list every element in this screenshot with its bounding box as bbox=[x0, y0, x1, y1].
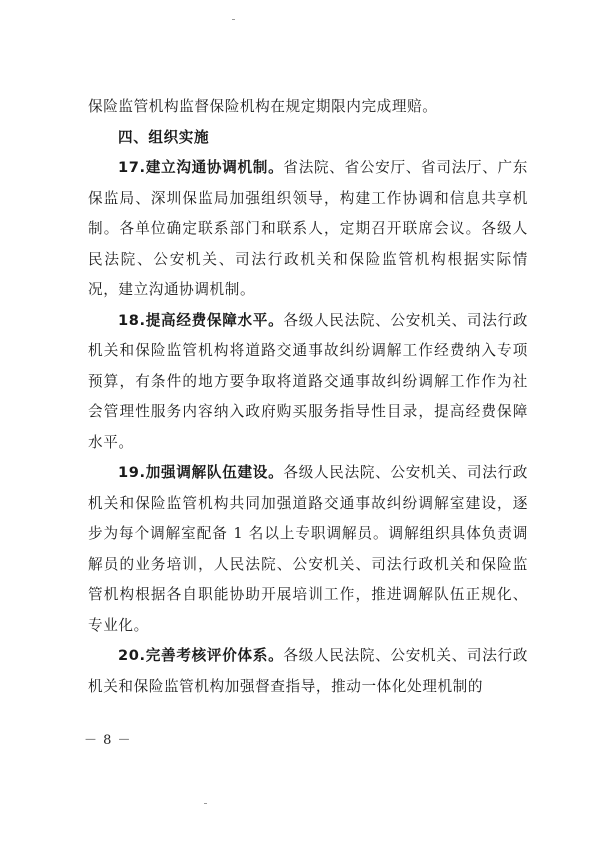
item-18-lead: 18.提高经费保障水平。 bbox=[118, 311, 284, 329]
continued-paragraph: 保险监管机构监督保险机构在规定期限内完成理赔。 bbox=[88, 98, 438, 115]
item-17-body: 省法院、省公安厅、省司法厅、广东保监局、深圳保监局加强组织领导，构建工作协调和信息共享机制。各单位确定联系部门和联系人，定期召开联席会议。各级人民法院、公安机关、司法行政机关和保险监管机构根据实际情况，建立沟通协调机制。 bbox=[88, 159, 528, 298]
item-17 bbox=[88, 153, 528, 306]
item-20-body: 各级人民法院、公安机关、司法行政机关和保险监管机构加强督查指导，推动一体化处理机制的 bbox=[88, 647, 528, 695]
item-17-lead: 17.建立沟通协调机制。 bbox=[118, 159, 284, 176]
scan-mark-top bbox=[232, 19, 235, 20]
page-number: － 8 － bbox=[84, 733, 132, 748]
item-20 bbox=[88, 641, 528, 702]
item-20-lead: 20.完善考核评价体系。 bbox=[118, 647, 284, 664]
item-19-lead: 19.加强调解队伍建设。 bbox=[118, 464, 284, 481]
item-19 bbox=[88, 458, 528, 641]
item-18 bbox=[88, 306, 528, 459]
document-body bbox=[88, 92, 528, 702]
item-18-body: 各级人民法院、公安机关、司法行政机关和保险监管机构将道路交通事故纠纷调解工作经费纳入专项预算，有条件的地方要争取将道路交通事故纠纷调解工作作为社会管理性服务内容纳入政府购买服务指导性目录，提高经费保障水平。 bbox=[88, 311, 528, 451]
section-heading: 四、组织实施 bbox=[118, 128, 210, 146]
item-19-body: 各级人民法院、公安机关、司法行政机关和保险监管机构共同加强道路交通事故纠纷调解室建设，逐步为每个调解室配备 1 名以上专职调解员。调解组织具体负责调解员的业务培训，人民法院、公安机关、司法行政机关和保险监管机构根据各自职能协助开展培训工作，推进调解队伍正规化、专业化。 bbox=[88, 464, 528, 634]
scan-mark-bottom bbox=[204, 803, 207, 804]
